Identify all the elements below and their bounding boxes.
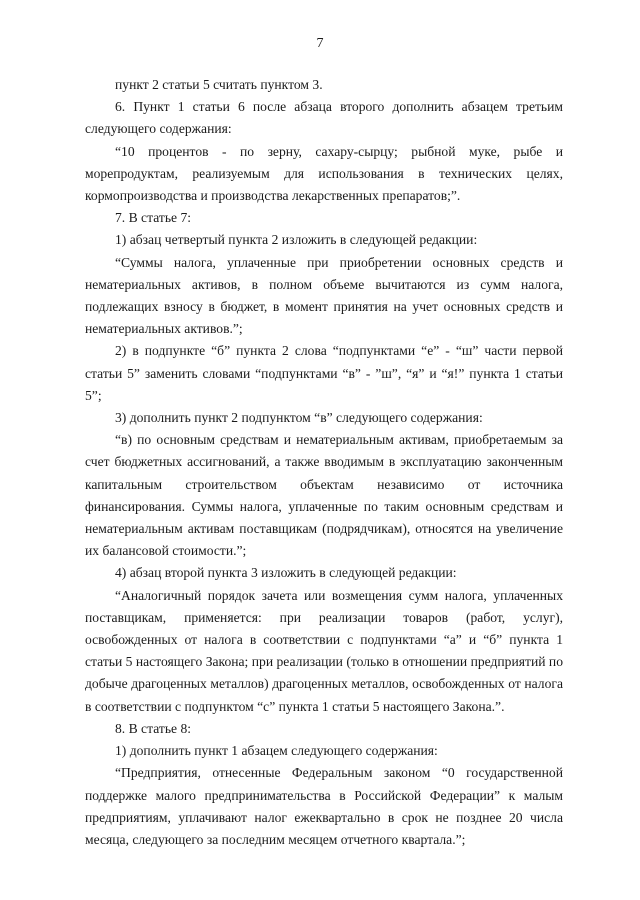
paragraph: 3) дополнить пункт 2 подпунктом “в” следующего содержания:: [115, 410, 483, 426]
paragraph: “Суммы налога, уплаченные при приобретении основных средств и нематериальных активов, в полном объеме вычитаются из сумм налога, подлежащих взносу в бюджет, в момент принятия на учет основных средств и нематериальных активов.”;: [85, 254, 563, 337]
paragraph: 1) дополнить пункт 1 абзацем следующего содержания:: [115, 743, 438, 759]
paragraph: 2) в подпункте “б” пункта 2 слова “подпунктами “е” - “ш” части первой статьи 5” заменить словами “подпунктами “в” - ”ш”, “я” и “я!” пункта 1 статьи 5”;: [85, 343, 563, 403]
paragraph: “10 процентов - по зерну, сахару-сырцу; рыбной муке, рыбе и морепродуктам, реализуемым для использования в технических целях, кормопроизводства и производства лекарственных препаратов;”.: [85, 143, 563, 204]
document-body: [85, 74, 563, 851]
paragraph: “Аналогичный порядок зачета или возмещения сумм налога, уплаченных поставщикам, применяется: при реализации товаров (работ, услуг), освобожденных от налога в соответствии с подпунктами “а” и “б” пункта 1 статьи 5 настоящего Закона; при реализации (только в отношении предприятий по добыче драгоценных металлов) драгоценных металлов, освобожденных от налога в соответствии с подпунктом “с” пункта 1 статьи 5 настоящего Закона.”.: [85, 587, 563, 714]
paragraph: “в) по основным средствам и нематериальным активам, приобретаемым за счет бюджетных ассигнований, а также вводимым в эксплуатацию законченным капитальным строительством объектам независимо от источника финансирования. Суммы налога, уплаченные по таким основным средствам и нематериальным активам поставщикам (подрядчикам), относятся на увеличение их балансовой стоимости.”;: [85, 432, 563, 559]
paragraph: 1) абзац четвертый пункта 2 изложить в следующей редакции:: [115, 232, 478, 248]
paragraph: 7. В статье 7:: [115, 210, 192, 226]
paragraph: 4) абзац второй пункта 3 изложить в следующей редакции:: [115, 565, 457, 581]
paragraph: пункт 2 статьи 5 считать пунктом 3.: [115, 77, 323, 92]
paragraph: “Предприятия, отнесенные Федеральным законом “0 государственной поддержке малого предпринимательства в Российской Федерации” к малым предприятиям, уплачивают налог ежеквартально в срок не позднее 20 числа месяца, следующего за последним месяцем отчетного квартала.”;: [85, 765, 563, 847]
paragraph: 8. В статье 8:: [115, 720, 192, 736]
paragraph: 6. Пункт 1 статьи 6 после абзаца второго дополнить абзацем третьим следующего содержания:: [85, 99, 563, 137]
page-number: 7: [316, 36, 324, 51]
